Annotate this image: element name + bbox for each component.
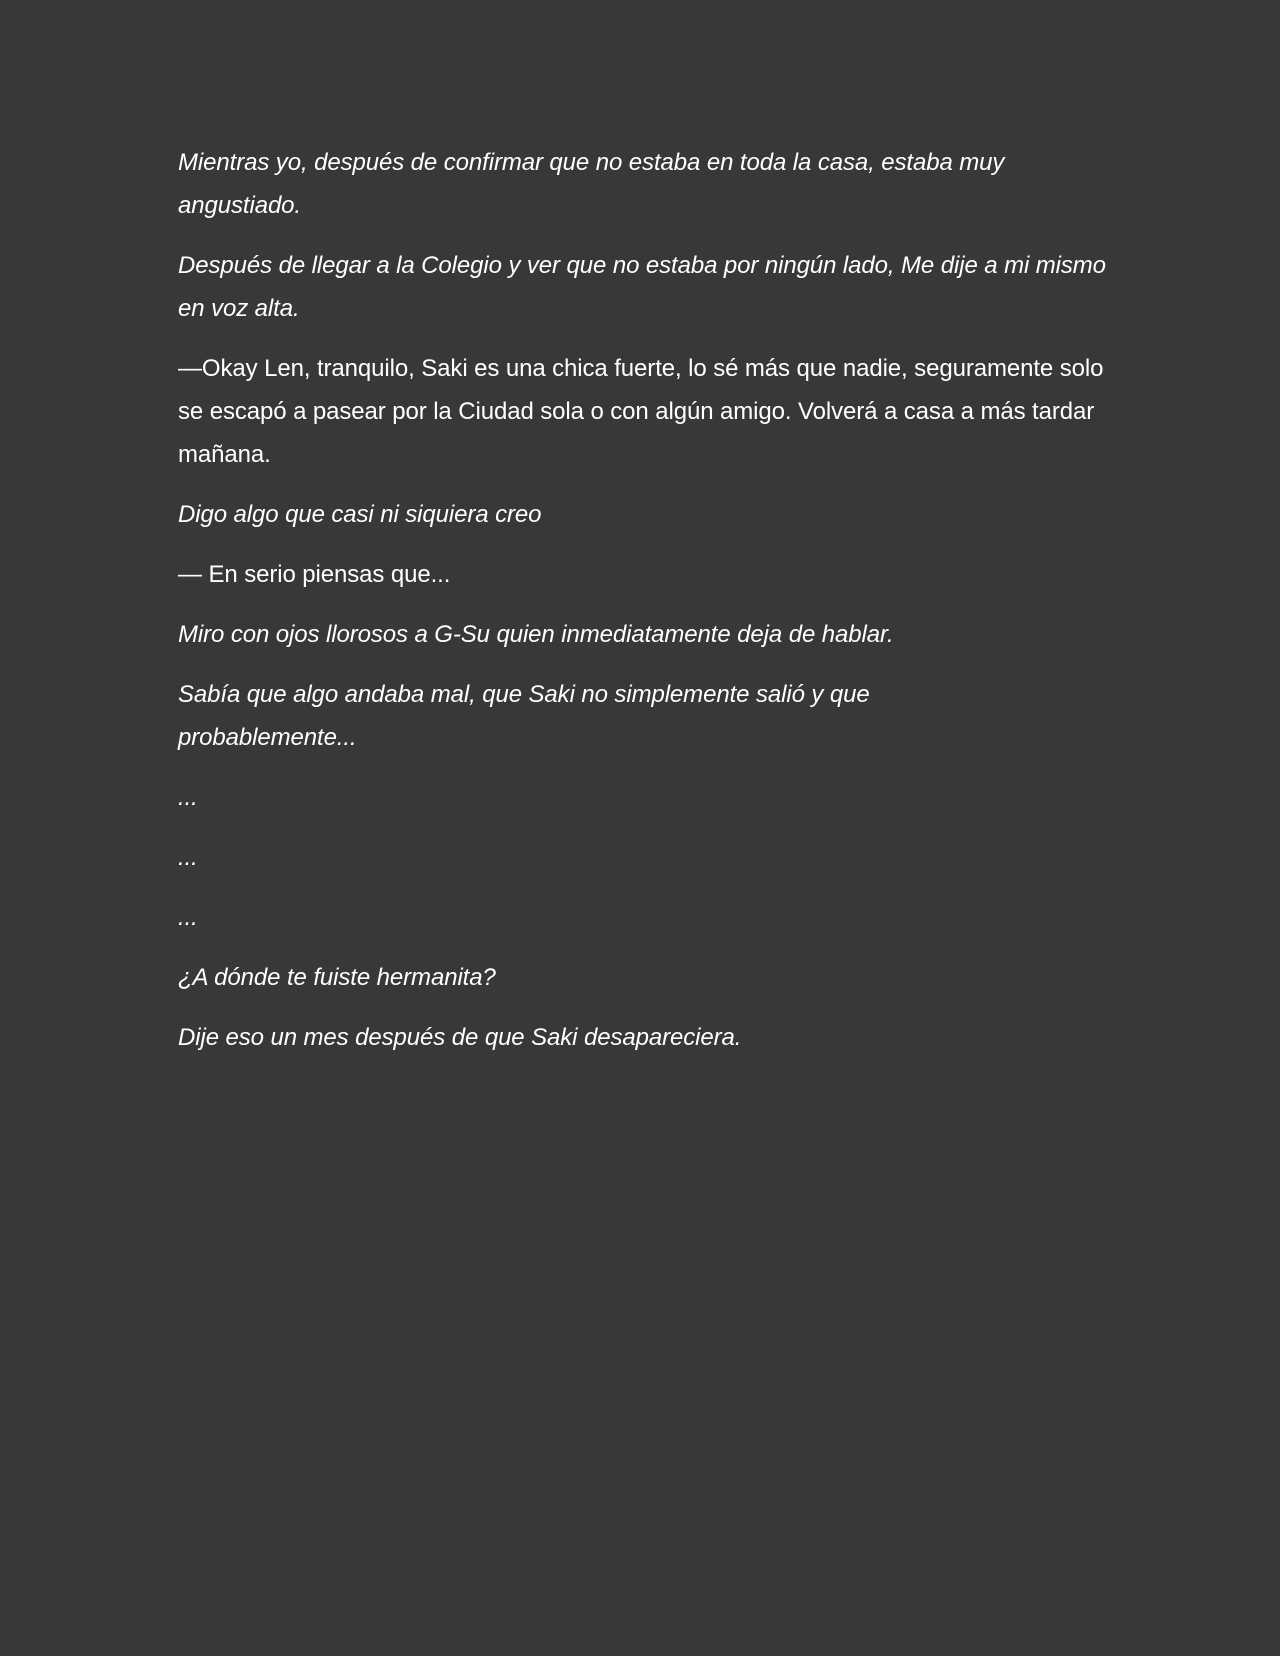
paragraph-2: Después de llegar a la Colegio y ver que no estaba por ningún lado, Me dije a mi mismo en voz alta. bbox=[178, 252, 1106, 322]
story-text-column bbox=[178, 141, 1108, 1076]
paragraph-9-ellipsis: ... bbox=[178, 844, 198, 871]
paragraph-6: Miro con ojos llorosos a G-Su quien inmediatamente deja de hablar. bbox=[178, 621, 894, 648]
paragraph-7: Sabía que algo andaba mal, que Saki no simplemente salió y que probablemente... bbox=[178, 681, 870, 751]
paragraph-11: ¿A dónde te fuiste hermanita? bbox=[178, 964, 496, 991]
paragraph-3-dialogue: —Okay Len, tranquilo, Saki es una chica fuerte, lo sé más que nadie, seguramente solo se escapó a pasear por la Ciudad sola o con algún amigo. Volverá a casa a más tardar mañana. bbox=[178, 355, 1104, 468]
paragraph-5-dialogue: — En serio piensas que... bbox=[178, 561, 451, 588]
paragraph-10-ellipsis: ... bbox=[178, 904, 198, 931]
paragraph-8-ellipsis: ... bbox=[178, 784, 198, 811]
paragraph-1: Mientras yo, después de confirmar que no estaba en toda la casa, estaba muy angustiado. bbox=[178, 149, 1005, 219]
paragraph-12: Dije eso un mes después de que Saki desapareciera. bbox=[178, 1024, 742, 1051]
paragraph-4: Digo algo que casi ni siquiera creo bbox=[178, 501, 542, 528]
